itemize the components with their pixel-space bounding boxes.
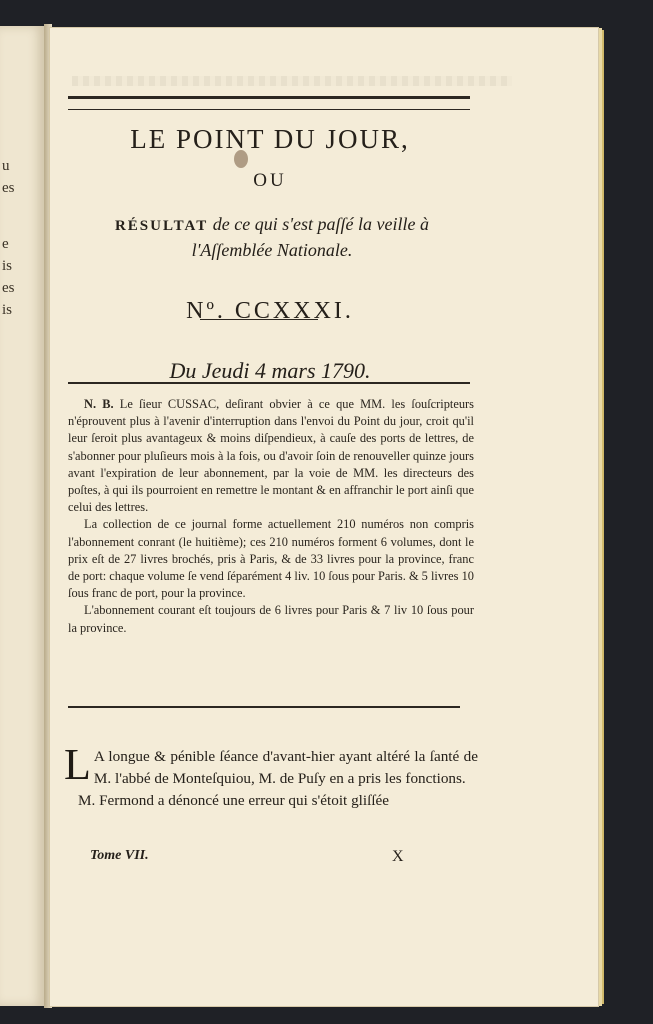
tome-label: Tome VII. (90, 848, 149, 863)
subtitle-line1: de ce qui s'est paſſé la veille à (208, 214, 430, 234)
masthead-double-rule (68, 96, 470, 110)
issue-number: Nº. CCXXXI. (186, 298, 354, 324)
left-page-edge (0, 26, 46, 1006)
issue-date: Du Jeudi 4 mars 1790. (169, 358, 371, 383)
left-page-fragment: e (2, 236, 9, 252)
subscription-notice (68, 396, 474, 637)
article-paragraph-1: A longue & pénible ſéance d'avant-hier ayant altéré la ſanté de M. l'abbé de Monteſquiou, M. de Puſy en a pris les fonctions. (93, 748, 478, 787)
document-page (50, 28, 598, 1006)
signature-mark: X (392, 848, 404, 865)
subtitle-smallcaps: RÉSULTAT (114, 218, 209, 234)
left-page-fragment: u (2, 158, 10, 174)
notice-paragraph-2: La collection de ce journal forme actuellement 210 numéros non compris l'abonnement conrant (le huitième); ces 210 numéros forment 6 volumes, dont le prix eſt de 27 livres brochés, pris à Paris, & de 33 livres pour la province, franc de port: chaque volume ſe vend ſéparément 4 liv. 10 ſous pour Paris. & 5 livres 10 ſous franc de port, pour la province. (68, 517, 474, 601)
left-page-fragment: is (2, 258, 13, 274)
drop-cap: L (64, 740, 91, 789)
notice-paragraph-1: Le ſieur CUSSAC, deſirant obvier à ce que MM. les ſouſcripteurs n'éprouvent plus à l'avenir d'interruption dans l'envoi du Point du jour, croit qu'il leur ſeroit plus avantageux & moins diſpendieux, à cauſe des ports de lettres, de s'abonner pour pluſieurs mois à la fois, ou d'avoir ſoin de renouveller quinze jours avant l'expiration de leur abonnement, par la voie de MM. les directeurs des poſtes, à qui ils pourroient en remettre le montant & en affranchir le port ainſi que celui des lettres. (68, 397, 474, 515)
article-body (64, 740, 478, 812)
notice-top-rule (68, 382, 470, 384)
journal-title: LE POINT DU JOUR, (130, 124, 410, 154)
notice-bottom-rule (68, 706, 460, 708)
journal-subtitle (62, 212, 482, 262)
ink-stain (234, 150, 248, 168)
nb-label: N. B. (84, 397, 114, 411)
short-divider (200, 319, 318, 320)
title-connector: OU (253, 170, 287, 191)
left-page-fragment: es (2, 180, 15, 196)
left-page-fragment: is (2, 302, 13, 318)
notice-paragraph-3: L'abonnement courant eſt toujours de 6 livres pour Paris & 7 liv 10 ſous pour la province. (68, 603, 474, 635)
left-page-fragment: es (2, 280, 15, 296)
page-gilt-edge (598, 30, 604, 1004)
show-through-texture (72, 76, 512, 86)
article-paragraph-2: M. Fermond a dénoncé une erreur qui s'étoit gliſſée (78, 792, 390, 809)
subtitle-line2: l'Aſſemblée Nationale. (191, 240, 353, 260)
page-footer (90, 848, 430, 870)
